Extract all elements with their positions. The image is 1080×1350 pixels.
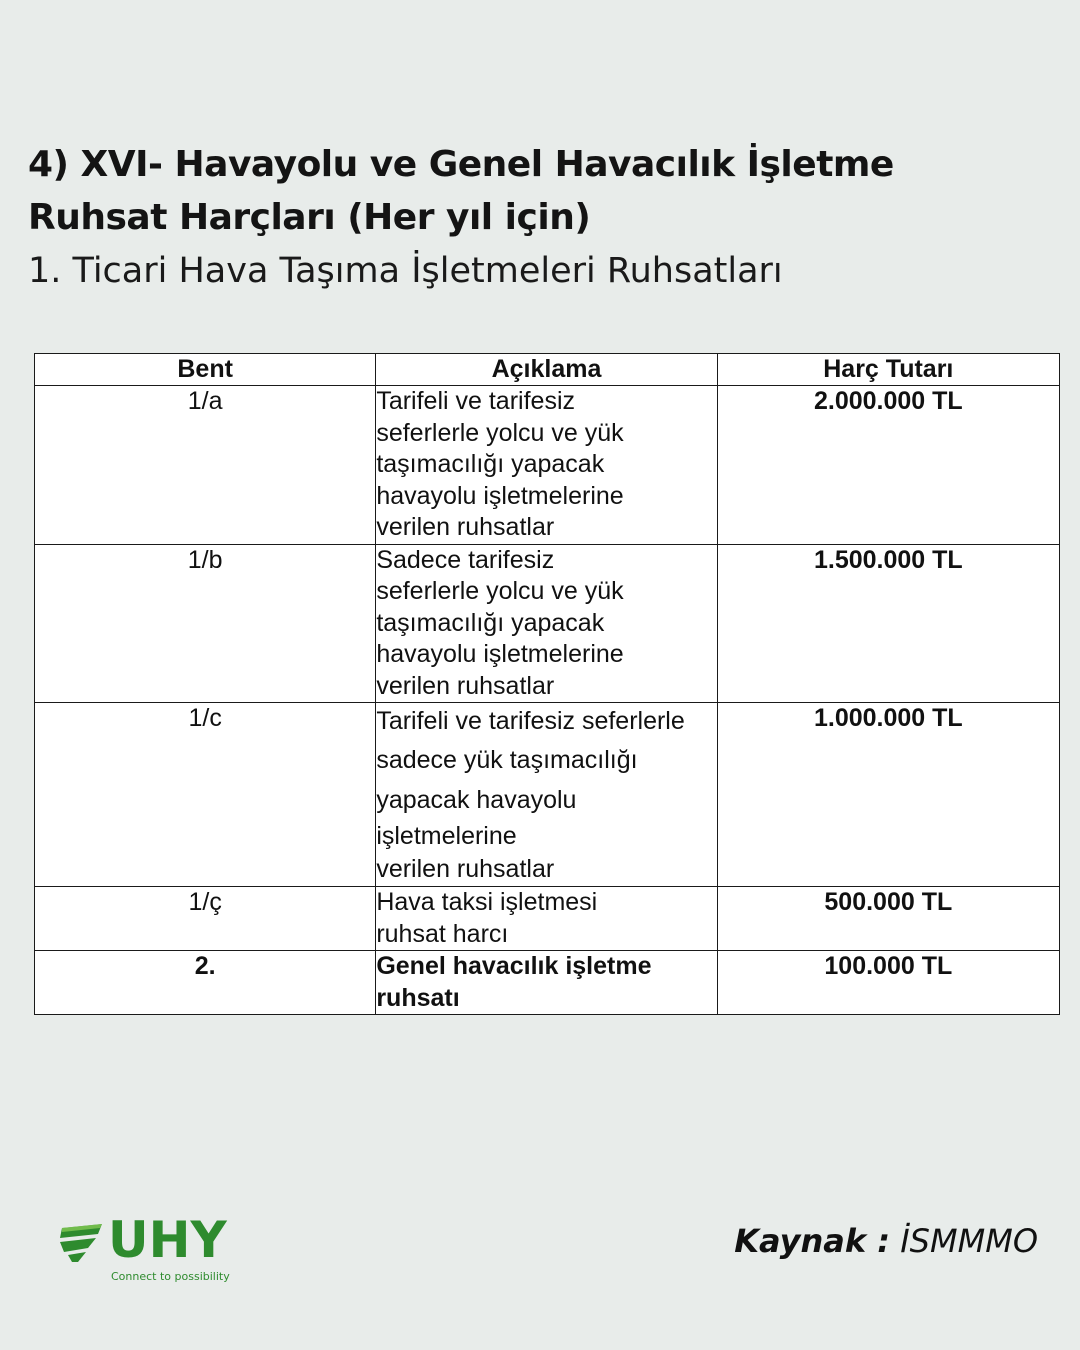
- page-subtitle: 1. Ticari Hava Taşıma İşletmeleri Ruhsatları: [28, 251, 783, 291]
- page-title: 4) XVI- Havayolu ve Genel Havacılık İşletme: [28, 144, 894, 185]
- desc-line: Tarifeli ve tarifesiz: [376, 387, 575, 415]
- header-harc-tutari: Harç Tutarı: [717, 354, 1059, 386]
- desc-line: verilen ruhsatlar: [376, 513, 555, 541]
- table-row: [35, 544, 1060, 703]
- row-fee: 2.000.000 TL: [717, 386, 1059, 545]
- desc-line: Hava taksi işletmesi: [376, 888, 598, 916]
- row-fee: 500.000 TL: [717, 887, 1059, 951]
- row-bent: 1/b: [35, 544, 376, 703]
- row-bent: 1/ç: [35, 887, 376, 951]
- logo-tagline: Connect to possibility: [111, 1270, 230, 1283]
- page-title-line2: Ruhsat Harçları (Her yıl için): [28, 197, 591, 238]
- desc-line: Sadece tarifesiz: [376, 545, 555, 574]
- row-fee: 1.500.000 TL: [717, 544, 1059, 703]
- fee-table: [34, 353, 1060, 1015]
- desc-line: taşımacılığı yapacak: [376, 450, 605, 478]
- uhy-logo: [58, 1211, 258, 1288]
- source-credit: [734, 1222, 1038, 1260]
- header-bent: Bent: [35, 354, 376, 386]
- uhy-wing-icon: [58, 1222, 104, 1264]
- desc-line: Genel havacılık işletme: [376, 952, 652, 980]
- desc-line: sadece yük taşımacılığı: [376, 746, 638, 774]
- desc-line: taşımacılığı yapacak: [376, 608, 605, 637]
- desc-line: yapacak havayolu: [376, 786, 577, 814]
- desc-line: havayolu işletmelerine: [376, 640, 624, 668]
- desc-line: havayolu işletmelerine: [376, 481, 624, 510]
- row-description: [376, 703, 717, 887]
- row-bent: 1/a: [35, 386, 376, 545]
- heading: [28, 138, 1038, 298]
- row-bent: 2.: [35, 951, 376, 1015]
- source-value: İSMMMO: [900, 1222, 1038, 1260]
- desc-line: verilen ruhsatlar: [376, 855, 555, 883]
- desc-line: verilen ruhsatlar: [376, 671, 555, 700]
- table-row: [35, 951, 1060, 1015]
- table-header-row: [35, 354, 1060, 386]
- desc-line: seferlerle yolcu ve yük: [376, 577, 624, 605]
- row-description: [376, 887, 717, 951]
- desc-line: seferlerle yolcu ve yük: [376, 418, 624, 447]
- row-description: [376, 386, 717, 545]
- table-row: [35, 386, 1060, 545]
- source-label: Kaynak :: [734, 1222, 891, 1260]
- table-row: [35, 703, 1060, 887]
- row-description: [376, 951, 717, 1015]
- table-row: [35, 887, 1060, 951]
- desc-line: işletmelerine: [376, 822, 517, 850]
- row-bent: 1/c: [35, 703, 376, 887]
- logo-text: UHY: [108, 1211, 227, 1269]
- row-description: [376, 544, 717, 703]
- header-aciklama: Açıklama: [376, 354, 717, 386]
- row-fee: 100.000 TL: [717, 951, 1059, 1015]
- row-fee: 1.000.000 TL: [717, 703, 1059, 887]
- desc-line: Tarifeli ve tarifesiz seferlerle: [376, 707, 685, 735]
- desc-line: ruhsat harcı: [376, 919, 509, 948]
- desc-line: ruhsatı: [376, 983, 460, 1012]
